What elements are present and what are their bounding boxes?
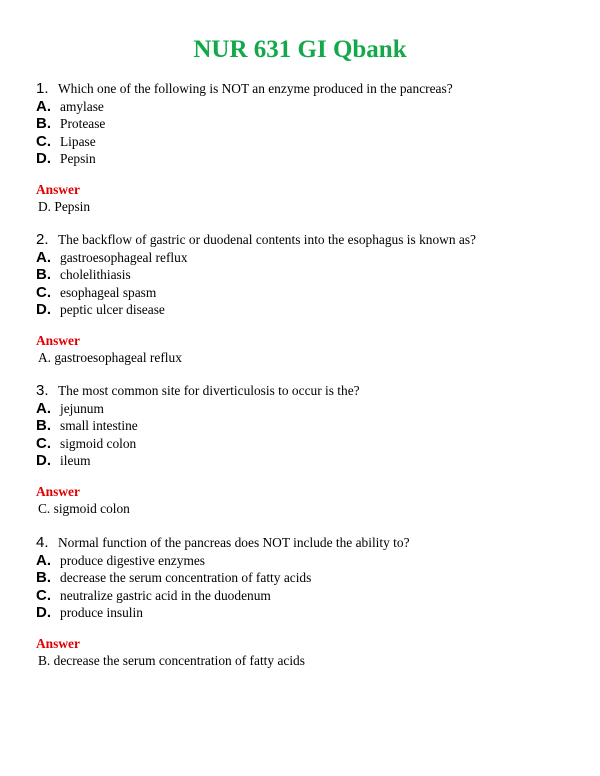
option-d: [36, 452, 576, 470]
option-letter: A.: [36, 399, 51, 417]
option-letter: C.: [36, 586, 51, 604]
option-letter: D.: [36, 301, 51, 319]
question-stem-line: [36, 534, 576, 552]
question-4: [36, 534, 576, 669]
option-letter: C.: [36, 283, 51, 301]
option-text: produce insulin: [60, 605, 143, 621]
option-text: neutralize gastric acid in the duodenum: [60, 587, 271, 603]
page-title: NUR 631 GI Qbank: [193, 36, 407, 63]
question-number: 2.: [36, 231, 49, 248]
option-letter: C.: [36, 132, 51, 150]
question-number: 4.: [36, 534, 49, 551]
option-d: [36, 150, 576, 168]
answer-text: C. sigmoid colon: [38, 500, 130, 516]
option-b: [36, 417, 576, 435]
option-letter: B.: [36, 417, 51, 435]
option-a: [36, 249, 576, 267]
option-text: ileum: [60, 453, 91, 469]
option-a: [36, 98, 576, 116]
option-letter: A.: [36, 551, 51, 569]
option-b: [36, 115, 576, 133]
option-text: small intestine: [60, 418, 138, 434]
question-3: [36, 382, 576, 517]
option-letter: A.: [36, 248, 51, 266]
question-stem-line: [36, 231, 576, 249]
option-text: Lipase: [60, 133, 96, 149]
option-c: [36, 133, 576, 151]
question-stem-line: [36, 382, 576, 400]
question-1: [36, 80, 576, 215]
question-number: 1.: [36, 80, 49, 97]
question-stem: Which one of the following is NOT an enzyme produced in the pancreas?: [58, 81, 453, 96]
option-letter: B.: [36, 569, 51, 587]
question-2: [36, 231, 576, 366]
option-letter: D.: [36, 604, 51, 622]
option-text: produce digestive enzymes: [60, 552, 206, 568]
option-letter: D.: [36, 452, 51, 470]
option-b: [36, 569, 576, 587]
option-letter: B.: [36, 266, 51, 284]
option-text: Protease: [60, 116, 106, 132]
answer-text: A. gastroesophageal reflux: [38, 349, 182, 365]
option-text: gastroesophageal reflux: [60, 249, 188, 265]
question-stem: The most common site for diverticulosis to occur is the?: [58, 383, 360, 398]
option-text: amylase: [60, 98, 104, 114]
answer-label: Answer: [36, 483, 80, 499]
option-c: [36, 435, 576, 453]
option-letter: D.: [36, 150, 51, 168]
option-text: esophageal spasm: [60, 284, 157, 300]
option-b: [36, 266, 576, 284]
answer-text: B. decrease the serum concentration of fatty acids: [38, 652, 305, 668]
option-text: sigmoid colon: [60, 435, 137, 451]
option-letter: C.: [36, 434, 51, 452]
option-d: [36, 301, 576, 319]
option-letter: A.: [36, 97, 51, 115]
answer-label: Answer: [36, 635, 80, 651]
option-a: [36, 400, 576, 418]
answer-label: Answer: [36, 181, 80, 197]
option-text: decrease the serum concentration of fatty acids: [60, 570, 312, 586]
answer-label: Answer: [36, 332, 80, 348]
question-stem-line: [36, 80, 576, 98]
option-text: peptic ulcer disease: [60, 302, 165, 318]
question-stem: The backflow of gastric or duodenal contents into the esophagus is known as?: [58, 232, 476, 247]
option-c: [36, 587, 576, 605]
option-text: jejunum: [60, 400, 104, 416]
question-number: 3.: [36, 382, 49, 399]
option-letter: B.: [36, 115, 51, 133]
option-d: [36, 604, 576, 622]
option-c: [36, 284, 576, 302]
question-stem: Normal function of the pancreas does NOT include the ability to?: [58, 535, 410, 550]
option-a: [36, 552, 576, 570]
option-text: cholelithiasis: [60, 267, 131, 283]
answer-text: D. Pepsin: [38, 198, 91, 214]
option-text: Pepsin: [60, 151, 96, 167]
